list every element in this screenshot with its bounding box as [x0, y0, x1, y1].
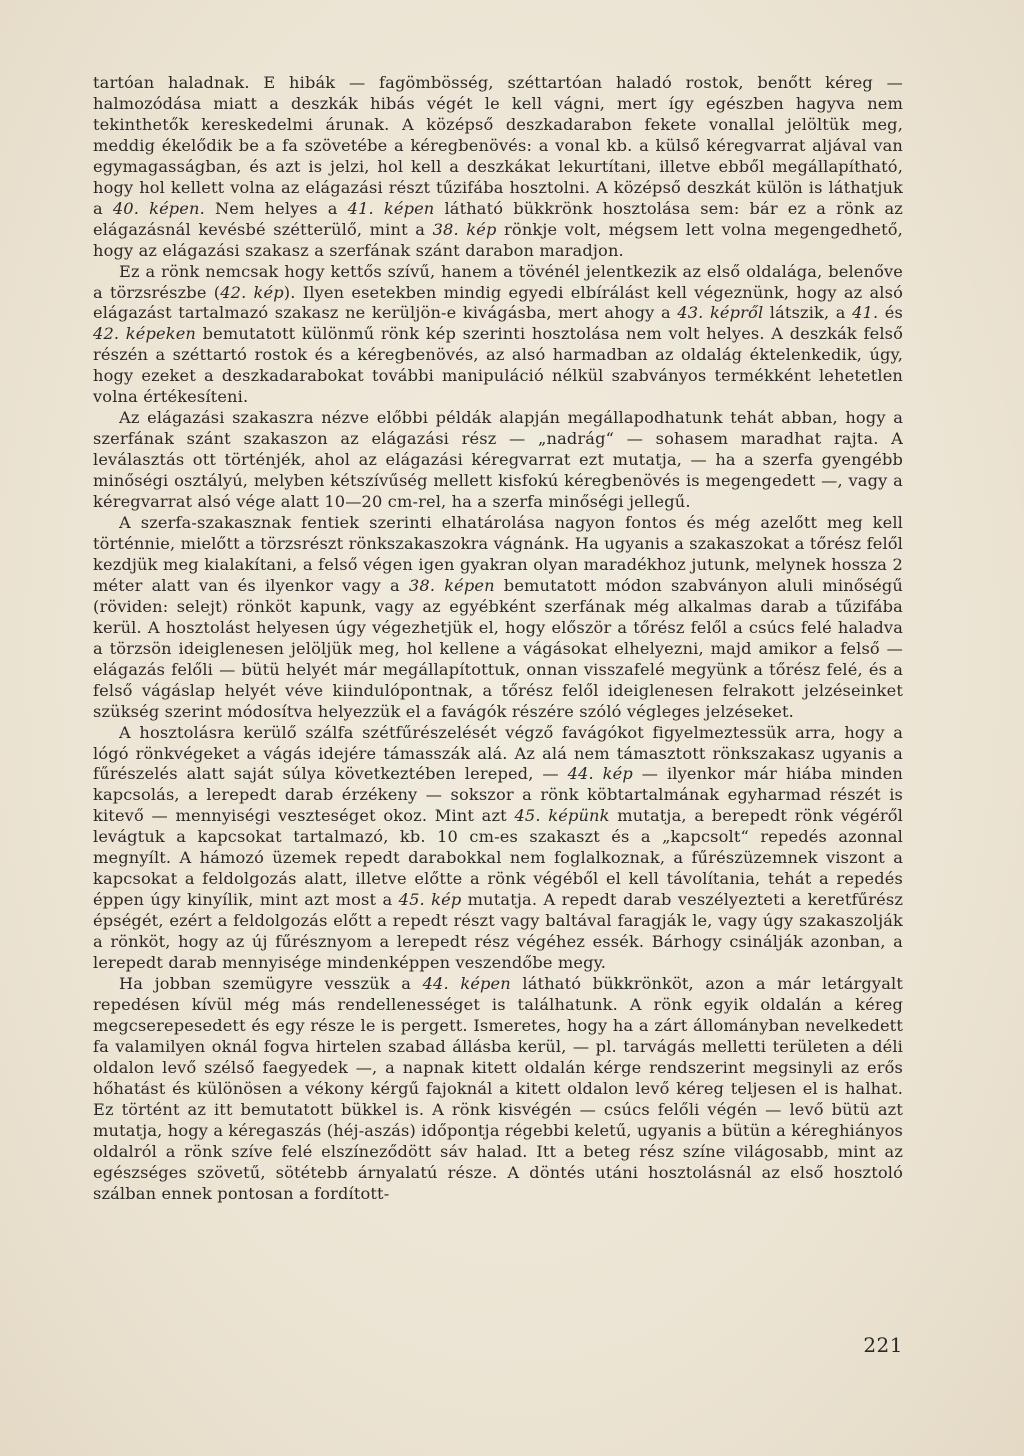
paragraph-6 — [93, 974, 903, 1204]
figure-reference: 41. — [852, 303, 879, 323]
figure-reference: 45. kép — [398, 890, 462, 910]
figure-reference: 42. képeken — [93, 324, 197, 344]
text-run: látható bükkrönk hosztolása sem: bár ez a rönk az elágazásnál kevésbé szétterülő, mint a — [93, 198, 903, 239]
text-run: A hosztolásra kerülő szálfa szétfűrészelését végző favágókot figyelmeztessük arra, hogy a lógó rönkvégeket a vágás idejére támasszák alá. Az alá nem támasztott rönkszakasz ugyanis a fűrészelés alatt saját súlya következtében lereped, — — [93, 722, 903, 784]
figure-reference: 38. kép — [432, 219, 497, 239]
text-run: . Nem helyes a — [199, 198, 348, 218]
text-run: mutatja, a berepedt rönk végéről levágtuk a kapcsokat tartalmazó, kb. 10 cm-es szakaszt és a „kapcsolt“ repedés azonnal megnyílt. A hámozó üzemek repedt darabokkal nem foglalkoznak, a fűrészüzemnek viszont a kapcsokat a feldolgozás alatt, illetve előtte a rönk végéből el kell távolítania, tehát a repedés éppen úgy kinyílik, mint azt most a — [93, 806, 903, 910]
text-run: tartóan haladnak. E hibák — fagömbösség, széttartóan haladó rostok, benőtt kéreg — halmozódása miatt a deszkák hibás végét le kell vágni, mert így egészben hagyva nem tekinthetők kereskedelmi árunak. A középső deszkadarabon fekete vonallal jelöltük meg, meddig ékelődik be a fa szövetébe a kéregbenövés: a vonal kb. a külső kéregvarrat aljával van egymagasságban, és azt is jelzi, hol kell a deszkákat lekurtítani, illetve ebből megállapítható, hogy hol kellett volna az elágazási részt tűzifába hosztolni. A középső deszkát külön is láthatjuk a — [93, 73, 903, 218]
figure-reference: 44. kép — [567, 764, 633, 784]
text-run: bemutatott különmű rönk kép szerinti hosztolása nem volt helyes. A deszkák felső részén a széttartó rostok és a kéregbenövés, az alsó harmadban az oldalág éktelenkedik, úgy, hogy ezeket a deszkadarabokat további manipuláció nélkül szabványos termékként lehetetlen volna értékesíteni. — [93, 324, 904, 407]
figure-reference: 44. képen — [422, 973, 511, 993]
text-run: és — [878, 303, 903, 323]
paragraph-3 — [93, 408, 903, 513]
text-run: A szerfa-szakasznak fentiek szerinti elhatárolása nagyon fontos és még azelőtt meg kell történnie, mielőtt a törzsrészt rönkszakaszokra vágnánk. Ha ugyanis a szakaszokat a tőrész felől kezdjük meg kialakítani, a felső végen igen gyakran olyan maradékhoz jutunk, melynek hossza 2 méter alatt van és ilyenkor vagy a — [93, 513, 903, 595]
page-number: 221 — [863, 1333, 903, 1357]
figure-reference: 38. képen — [408, 575, 495, 595]
text-run: — ilyenkor már hiába minden kapcsolás, a lerepedt darab érzékeny — sokszor a rönk köbtartalmának egyharmad részét is kitevő — mennyiségi veszteséget okoz. Mint azt — [93, 764, 903, 826]
text-run: Ez a rönk nemcsak hogy kettős szívű, hanem a tövénél jelentkezik az első oldalága, belenőve a törzsrészbe ( — [93, 261, 903, 302]
text-run: látható bükkrönköt, azon a már letárgyalt repedésen kívül még más rendellenességet is találhatunk. A rönk egyik oldalán a kéreg megcserepesedett és egy része le is pergett. Ismeretes, hogy ha a zárt állományban nevelkedett fa valamilyen oknál fogva hirtelen szabad állásba kerül, — pl. tarvágás melletti területen a déli oldalon levő szélső faegyedek —, a napnak kitett oldalán kérge rendszerint megsinyli az erős hőhatást és különösen a vékony kérgű fajoknál a kitett oldalon levő kéreg teljesen el is halhat. Ez történt az itt bemutatott bükkel is. A rönk kisvégén — csúcs felőli végén — levő bütü azt mutatja, hogy a kéregaszás (héj-aszás) időpontja régebbi keletű, ugyanis a bütün a kéreghiányos oldalról a rönk szíve felé elszíneződött sáv halad. Itt a beteg rész színe világosabb, mint az egészséges szövetű, sötétebb árnyalatú része. A döntés utáni hosztolásnál az első hosztoló szálban ennek pontosan a fordított- — [93, 973, 903, 1203]
text-run: rönkje volt, mégsem lett volna megengedhető, hogy az elágazási szakasz a szerfának szánt darabon maradjon. — [93, 219, 903, 260]
text-run: Ha jobban szemügyre vesszük a — [119, 973, 423, 993]
figure-reference: 41. képen — [347, 198, 435, 218]
figure-reference: 45. képünk — [514, 806, 610, 826]
text-run: mutatja. A repedt darab veszélyezteti a keretfűrész épségét, ezért a feldolgozás előtt a repedt részt vagy baltával faragják le, vagy úgy szakaszolják a rönköt, hogy az új fűrésznyom a lerepedt rész végéhez essék. Bárhogy csinálják azonban, a lerepedt darab mennyisége mindenképpen veszendőbe megy. — [93, 890, 903, 973]
text-run: bemutatott módon szabványon aluli minőségű (röviden: selejt) rönköt kapunk, vagy az egyébként szerfának még alkalmas darab a tűzifába kerül. A hosztolást helyesen úgy végezhetjük el, hogy először a tőrész felől a csúcs felé haladva a törzsön ideiglenesen jelöljük meg, hol kellene a vágásokat elhelyezni, majd amikor a felső — elágazás felőli — bütü helyét már megállapítottuk, onnan visszafelé megyünk a tőrész felé, és a felső vágáslap helyét véve kiindulópontnak, a tőrész felől ideiglenesen felrakott jelzéseinket szükség szerint módosítva helyezzük el a favágók részére szóló végleges jelzéseket. — [93, 575, 903, 721]
paragraph-5 — [93, 723, 903, 974]
paragraph-1 — [93, 73, 903, 262]
body-text — [93, 73, 903, 1204]
text-run: látszik, a — [763, 303, 853, 323]
figure-reference: 42. kép — [220, 282, 284, 302]
text-run: ). Ilyen esetekben mindig egyedi elbírálást kell végeznünk, hogy az alsó elágazást tartalmazó szakasz ne kerüljön-e kivágásba, mert ahogy a — [93, 282, 903, 323]
paragraph-2 — [93, 262, 903, 409]
figure-reference: 43. képről — [677, 303, 764, 323]
paragraph-4 — [93, 513, 903, 723]
figure-reference: 40. képen — [112, 198, 200, 218]
text-run: Az elágazási szakaszra nézve előbbi példák alapján megállapodhatunk tehát abban, hogy a szerfának szánt szakaszon az elágazási rész — „nadrág“ — sohasem maradhat rajta. A leválasztás ott történjék, ahol az elágazási kéregvarrat ezt mutatja, — ha a szerfa gyengébb minőségi osztályú, melyben kétszívűség mellett kisfokú kéregbenövés is megengedett —, vagy a kéregvarrat alsó vége alatt 10—20 cm-rel, ha a szerfa minőségi jellegű. — [93, 408, 903, 512]
